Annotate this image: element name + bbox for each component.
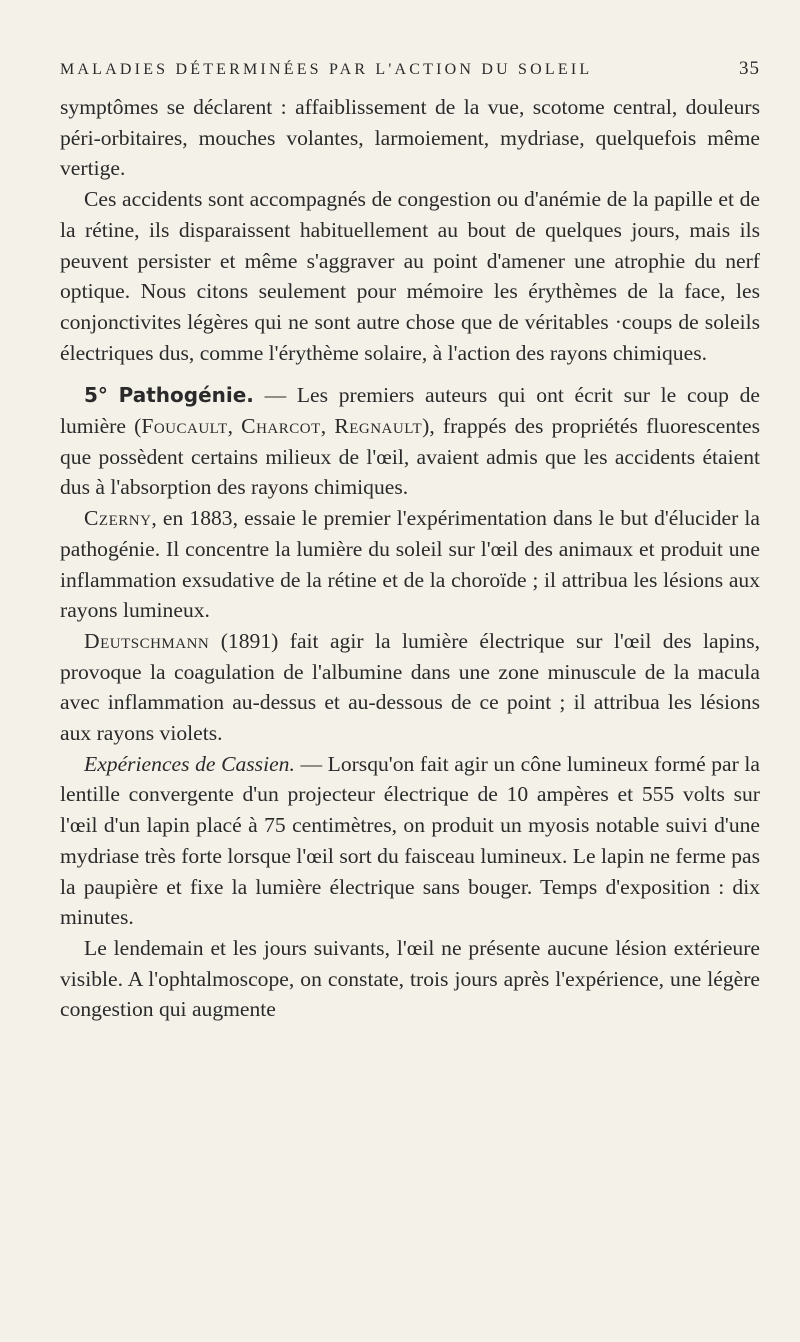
cassien-heading: Expériences de Cassien. bbox=[84, 751, 295, 776]
paragraph-3-part-c: , bbox=[320, 414, 335, 439]
running-head bbox=[60, 58, 760, 92]
paragraph-6-text: — Lorsqu'on fait agir un cône lumineux formé par la lentille convergente d'un projecteur électrique de 10 ampères et 555 volts sur l'œil d'un lapin placé à 75 centimètres, on produit un myosis notable suivi d'une mydriase très forte lorsque l'œil sort du faisceau lumineux. Le lapin ne ferme pas la paupière et fixe la lumière électrique sans bouger. Temps d'exposition : dix minutes. bbox=[60, 751, 760, 930]
paragraph-1: symptômes se déclarent : affaiblissement de la vue, scotome central, douleurs péri-orbitaires, mouches volantes, larmoiement, mydriase, quelquefois même vertige. bbox=[60, 95, 760, 181]
paragraph-pathogenie bbox=[60, 380, 760, 503]
paragraph-5-text: (1891) fait agir la lumière électrique sur l'œil des lapins, provoque la coagulation de l'albumine dans une zone minuscule de la macula avec inflammation au-dessus et au-dessous de ce point ; il attribua les lésions aux rayons violets. bbox=[60, 628, 760, 746]
page-number: 35 bbox=[739, 58, 760, 79]
paragraph-2: Ces accidents sont accompagnés de congestion ou d'anémie de la papille et de la rétine, ils disparaissent habituellement au bout de quelques jours, mais ils peuvent persister et même s'aggraver au point d'amener une atrophie du nerf optique. Nous citons seulement pour mémoire les érythèmes de la face, les conjonctivites légères qui ne sont autre chose que de véritables ·coups de soleils électriques dus, comme l'érythème solaire, à l'action des rayons chimiques. bbox=[60, 187, 760, 365]
paragraph-3-part-d: ), frappés des propriétés fluorescentes que possèdent certains milieux de l'œil, avaient admis que les accidents étaient dus à l'absorption des rayons chimiques. bbox=[60, 414, 760, 500]
paragraph-deutschmann bbox=[60, 626, 760, 749]
paragraph-7: Le lendemain et les jours suivants, l'œil ne présente aucune lésion extérieure visible. A l'ophtalmoscope, on constate, trois jours après l'expérience, une légère congestion qui augmente bbox=[60, 935, 760, 1022]
body-text bbox=[60, 92, 760, 1025]
author-foucault: Foucault bbox=[141, 414, 228, 439]
paragraph-3-part-a: — Les premiers auteurs qui ont écrit sur le coup de lumière ( bbox=[60, 383, 760, 439]
paragraph-czerny bbox=[60, 503, 760, 626]
section-number: 5° bbox=[84, 383, 108, 408]
paragraph-3-part-b: , bbox=[227, 414, 242, 439]
author-czerny: Czerny bbox=[84, 506, 152, 531]
section-gap bbox=[60, 368, 760, 380]
author-charcot: Charcot bbox=[241, 414, 321, 439]
running-title: MALADIES DÉTERMINÉES PAR L'ACTION DU SOLEIL bbox=[60, 61, 593, 78]
section-heading: Pathogénie. bbox=[118, 383, 254, 408]
author-deutschmann: Deutschmann bbox=[84, 628, 210, 653]
paragraph-4-text: , en 1883, essaie le premier l'expérimentation dans le but d'élucider la pathogénie. Il concentre la lumière du soleil sur l'œil des animaux et produit une inflammation exsudative de la rétine et de la choroïde ; il attribua les lésions aux rayons lumineux. bbox=[60, 506, 760, 623]
author-regnault: Regnault bbox=[334, 414, 423, 439]
paragraph-cassien bbox=[60, 749, 760, 933]
